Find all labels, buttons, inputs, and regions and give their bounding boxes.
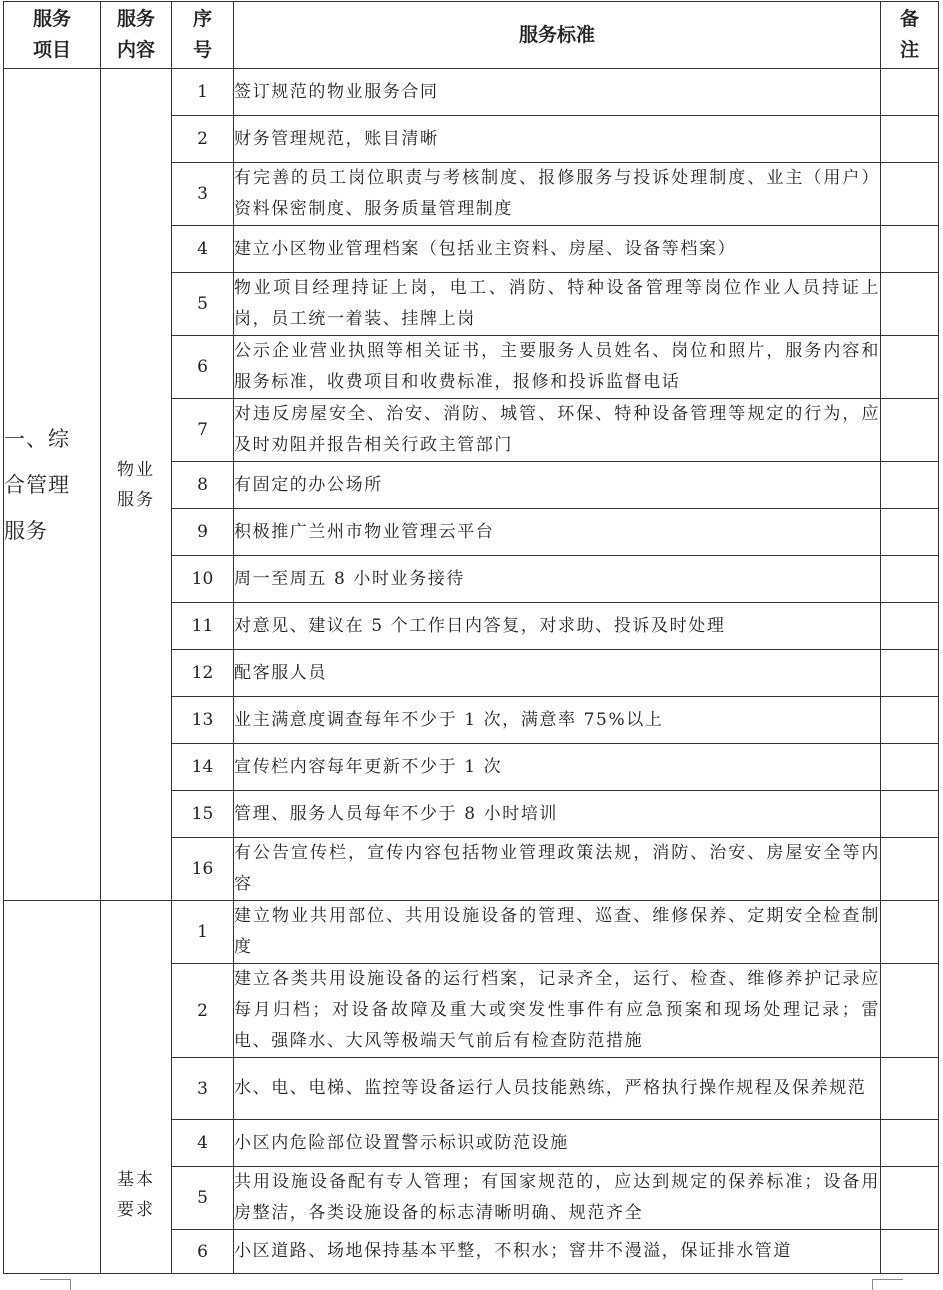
service-content-cell: [101, 901, 172, 1274]
row-number: 1: [172, 69, 234, 116]
row-standard: 共用设施设备配有专人管理；有国家规范的，应达到规定的保养标准；设备用房整洁，各类设施设备的标志清晰明确、规范齐全: [234, 1167, 881, 1230]
row-standard: 配客服人员: [234, 650, 881, 697]
header-row: [4, 2, 939, 69]
row-note: [881, 273, 939, 336]
row-note: [881, 1230, 939, 1274]
row-standard: 周一至周五 8 小时业务接待: [234, 556, 881, 603]
header-item-line2: 项目: [32, 39, 71, 61]
service-content-line2: 要求: [117, 1200, 155, 1220]
row-standard: 对意见、建议在 5 个工作日内答复，对求助、投诉及时处理: [234, 603, 881, 650]
row-standard: 有公告宣传栏，宣传内容包括物业管理政策法规，消防、治安、房屋安全等内容: [234, 838, 881, 901]
row-note: [881, 650, 939, 697]
header-number: [172, 2, 234, 69]
service-item-line2: 合管理: [4, 472, 70, 497]
row-note: [881, 603, 939, 650]
row-number: 1: [172, 901, 234, 964]
row-note: [881, 556, 939, 603]
row-number: 15: [172, 791, 234, 838]
row-note: [881, 791, 939, 838]
row-number: 2: [172, 116, 234, 163]
row-number: 12: [172, 650, 234, 697]
row-standard: 财务管理规范，账目清晰: [234, 116, 881, 163]
header-content-line2: 内容: [116, 39, 155, 61]
page-corner-mark-left: [40, 1279, 71, 1290]
row-note: [881, 744, 939, 791]
service-item-cell-continued: [4, 901, 101, 1274]
table-row: [4, 69, 939, 116]
row-note: [881, 964, 939, 1058]
row-standard: 水、电、电梯、监控等设备运行人员技能熟练，严格执行操作规程及保养规范: [234, 1058, 881, 1120]
row-standard: 宣传栏内容每年更新不少于 1 次: [234, 744, 881, 791]
header-service-content: [101, 2, 172, 69]
service-standard-table: [3, 1, 939, 1274]
service-item-line3: 服务: [4, 518, 48, 543]
row-standard: 管理、服务人员每年不少于 8 小时培训: [234, 791, 881, 838]
row-note: [881, 116, 939, 163]
row-number: 11: [172, 603, 234, 650]
row-note: [881, 697, 939, 744]
row-number: 3: [172, 163, 234, 226]
row-number: 2: [172, 964, 234, 1058]
row-standard: 建立小区物业管理档案（包括业主资料、房屋、设备等档案）: [234, 226, 881, 273]
row-standard: 建立物业共用部位、共用设施设备的管理、巡查、维修保养、定期安全检查制度: [234, 901, 881, 964]
row-number: 14: [172, 744, 234, 791]
row-standard: 业主满意度调查每年不少于 1 次，满意率 75%以上: [234, 697, 881, 744]
header-note: [881, 2, 939, 69]
row-standard: 有完善的员工岗位职责与考核制度、报修服务与投诉处理制度、业主（用户）资料保密制度、服务质量管理制度: [234, 163, 881, 226]
row-number: 7: [172, 399, 234, 462]
row-note: [881, 838, 939, 901]
row-note: [881, 1120, 939, 1167]
row-note: [881, 901, 939, 964]
header-content-line1: 服务: [116, 8, 155, 30]
service-item-cell: [4, 69, 101, 901]
row-number: 3: [172, 1058, 234, 1120]
row-standard: 建立各类共用设施设备的运行档案，记录齐全，运行、检查、维修养护记录应每月归档；对设备故障及重大或突发性事件有应急预案和现场处理记录；雷电、强降水、大风等极端天气前后有检查防范措施: [234, 964, 881, 1058]
header-service-item: [4, 2, 101, 69]
row-number: 5: [172, 1167, 234, 1230]
table-row: [4, 901, 939, 964]
service-content-line1: 基本: [117, 1170, 155, 1190]
row-number: 10: [172, 556, 234, 603]
row-number: 16: [172, 838, 234, 901]
header-item-line1: 服务: [32, 8, 71, 30]
row-note: [881, 1167, 939, 1230]
row-note: [881, 226, 939, 273]
row-note: [881, 163, 939, 226]
row-standard: 小区道路、场地保持基本平整，不积水；窨井不漫溢，保证排水管道: [234, 1230, 881, 1274]
service-content-line2: 服务: [117, 489, 155, 510]
header-standard: 服务标准: [234, 2, 881, 69]
row-note: [881, 509, 939, 556]
row-note: [881, 1058, 939, 1120]
row-note: [881, 462, 939, 509]
row-number: 13: [172, 697, 234, 744]
row-number: 9: [172, 509, 234, 556]
row-number: 6: [172, 336, 234, 399]
row-note: [881, 69, 939, 116]
row-standard: 公示企业营业执照等相关证书，主要服务人员姓名、岗位和照片，服务内容和服务标准，收费项目和收费标准，报修和投诉监督电话: [234, 336, 881, 399]
header-no-line2: 号: [192, 39, 212, 61]
row-number: 8: [172, 462, 234, 509]
row-standard: 有固定的办公场所: [234, 462, 881, 509]
row-standard: 签订规范的物业服务合同: [234, 69, 881, 116]
service-content-line1: 物业: [117, 459, 155, 480]
row-number: 4: [172, 226, 234, 273]
row-number: 5: [172, 273, 234, 336]
header-note-line2: 注: [899, 39, 919, 61]
header-no-line1: 序: [192, 8, 212, 30]
row-number: 4: [172, 1120, 234, 1167]
row-standard: 物业项目经理持证上岗，电工、消防、特种设备管理等岗位作业人员持证上岗，员工统一着装、挂牌上岗: [234, 273, 881, 336]
service-content-cell: [101, 69, 172, 901]
row-standard: 对违反房屋安全、治安、消防、城管、环保、特种设备管理等规定的行为，应及时劝阻并报告相关行政主管部门: [234, 399, 881, 462]
header-note-line1: 备: [899, 8, 919, 30]
row-number: 6: [172, 1230, 234, 1274]
page-corner-mark-right: [872, 1279, 903, 1290]
row-standard: 积极推广兰州市物业管理云平台: [234, 509, 881, 556]
row-note: [881, 336, 939, 399]
service-item-line1: 一、综: [4, 426, 70, 451]
row-note: [881, 399, 939, 462]
row-standard: 小区内危险部位设置警示标识或防范设施: [234, 1120, 881, 1167]
